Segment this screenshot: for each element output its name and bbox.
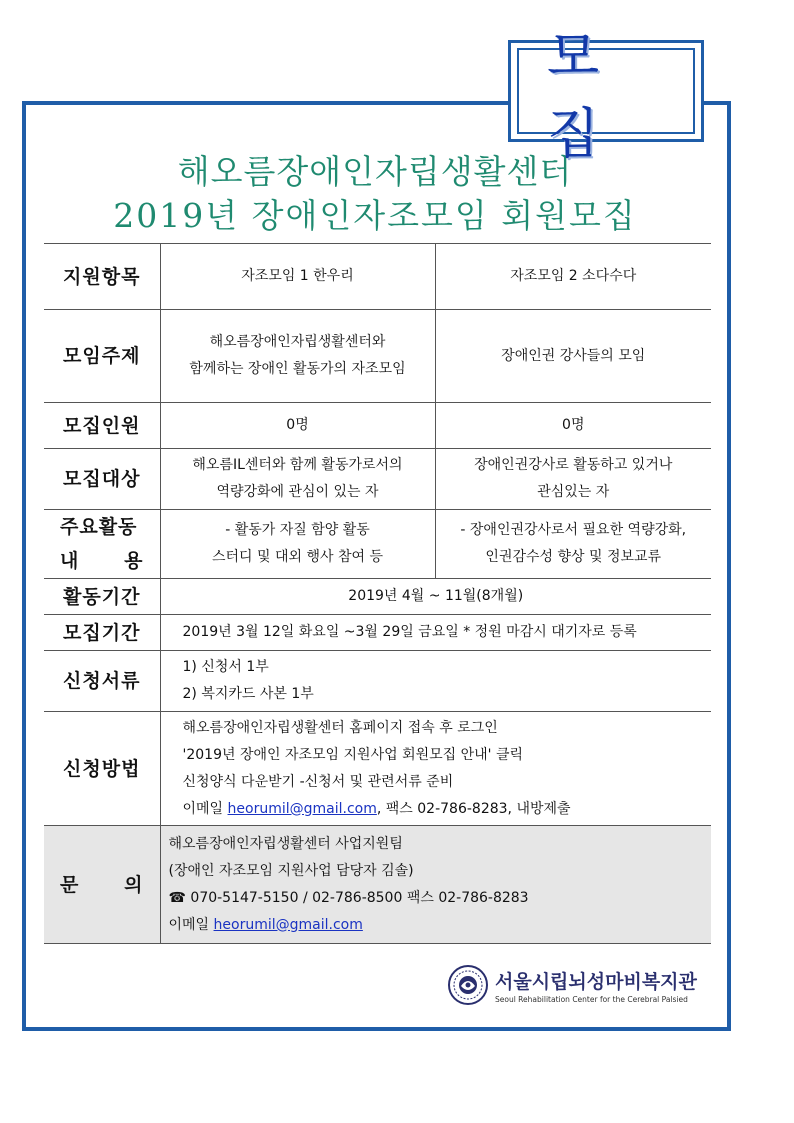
row-period bbox=[44, 579, 711, 615]
activity-group-2-line2: 인권감수성 향상 및 정보교류 bbox=[485, 549, 662, 565]
method-line-2: '2019년 장애인 자조모임 지원사업 회원모집 안내' 클릭 bbox=[182, 746, 524, 763]
phone-icon: ☎ bbox=[168, 889, 186, 906]
label-period: 활동기간 bbox=[44, 579, 160, 615]
contact-line-2: (장애인 자조모임 지원사업 담당자 김솔) bbox=[168, 862, 414, 879]
theme-group-1 bbox=[160, 310, 435, 403]
method-line-1: 해오름장애인자립생활센터 홈페이지 접속 후 로그인 bbox=[182, 719, 498, 736]
label-contact bbox=[44, 826, 160, 944]
label-activity bbox=[44, 510, 160, 579]
support-group-1: 자조모임 1 한우리 bbox=[160, 244, 435, 310]
document-item: 2) 복지카드 사본 1부 bbox=[182, 686, 314, 702]
label-recruit-period: 모집기간 bbox=[44, 615, 160, 651]
count-group-1: 0명 bbox=[160, 403, 435, 449]
contact-line-4 bbox=[169, 912, 712, 939]
target-group-1-line1: 해오름IL센터와 함께 활동가로서의 bbox=[192, 457, 403, 473]
row-recruit-period bbox=[44, 615, 711, 651]
target-group-2 bbox=[435, 449, 711, 510]
method-details bbox=[160, 712, 711, 826]
method-email-link[interactable]: heorumil@gmail.com bbox=[227, 800, 377, 817]
contact-phone: 070-5147-5150 / 02-786-8500 팩스 02-786-8283 bbox=[190, 889, 529, 906]
theme-group-1-line2: 함께하는 장애인 활동가의 자조모임 bbox=[189, 361, 406, 377]
activity-group-1-line2: 스터디 및 대외 행사 참여 등 bbox=[211, 549, 383, 565]
method-email-prefix: 이메일 bbox=[182, 800, 224, 817]
title-organization: 해오름장애인자립생활센터 bbox=[177, 152, 573, 191]
count-group-2: 0명 bbox=[435, 403, 711, 449]
row-target bbox=[44, 449, 711, 510]
contact-details bbox=[160, 826, 711, 944]
activity-group-2-line1: - 장애인권강사로서 필요한 역량강화, bbox=[460, 522, 687, 538]
row-activity bbox=[44, 510, 711, 579]
recruit-period-value: 2019년 3월 12일 화요일 ~3월 29일 금요일 * 정원 마감시 대기자로 등록 bbox=[160, 615, 711, 651]
theme-group-1-line1: 해오름장애인자립생활센터와 bbox=[209, 334, 386, 350]
period-value: 2019년 4월 ~ 11월(8개월) bbox=[160, 579, 711, 615]
document-item: 1) 신청서 1부 bbox=[182, 659, 269, 675]
label-method: 신청방법 bbox=[44, 712, 160, 826]
label-activity-line2: 내 용 bbox=[60, 550, 144, 572]
label-theme: 모임주제 bbox=[44, 310, 160, 403]
row-theme bbox=[44, 310, 711, 403]
row-support bbox=[44, 244, 711, 310]
label-count: 모집인원 bbox=[44, 403, 160, 449]
label-activity-line1: 주요활동 bbox=[60, 516, 138, 538]
title-event: 2019년 장애인자조모임 회원모집 bbox=[113, 196, 637, 235]
organization-logo bbox=[447, 962, 697, 1008]
seal-icon bbox=[447, 964, 489, 1006]
method-line-4 bbox=[183, 796, 712, 823]
recruit-badge bbox=[508, 25, 704, 165]
logo-name-english: Seoul Rehabilitation Center for the Cerebral Palsied bbox=[495, 994, 688, 1004]
method-email-suffix: , 팩스 02-786-8283, 내방제출 bbox=[376, 800, 571, 817]
row-contact bbox=[44, 826, 711, 944]
contact-email-prefix: 이메일 bbox=[168, 916, 210, 933]
target-group-2-line2: 관심있는 자 bbox=[537, 484, 610, 500]
row-documents bbox=[44, 651, 711, 712]
label-contact-text: 문 의 bbox=[60, 873, 144, 896]
contact-email-link[interactable]: heorumil@gmail.com bbox=[213, 916, 363, 933]
logo-name-korean: 서울시립뇌성마비복지관 bbox=[495, 970, 697, 993]
method-line-3: 신청양식 다운받기 -신청서 및 관련서류 준비 bbox=[182, 773, 454, 790]
row-method bbox=[44, 712, 711, 826]
activity-group-1-line1: - 활동가 자질 함양 활동 bbox=[225, 522, 370, 538]
label-target: 모집대상 bbox=[44, 449, 160, 510]
badge-text: 모 집 bbox=[547, 25, 628, 165]
documents-list bbox=[160, 651, 711, 712]
target-group-1-line2: 역량강화에 관심이 있는 자 bbox=[216, 484, 379, 500]
target-group-1 bbox=[160, 449, 435, 510]
label-support: 지원항목 bbox=[44, 244, 160, 310]
row-count bbox=[44, 403, 711, 449]
activity-group-2 bbox=[435, 510, 711, 579]
contact-line-1: 해오름장애인자립생활센터 사업지원팀 bbox=[168, 835, 403, 852]
label-documents: 신청서류 bbox=[44, 651, 160, 712]
recruitment-table bbox=[44, 243, 711, 944]
theme-group-2: 장애인권 강사들의 모임 bbox=[435, 310, 711, 403]
activity-group-1 bbox=[160, 510, 435, 579]
target-group-2-line1: 장애인권강사로 활동하고 있거나 bbox=[474, 457, 673, 473]
contact-line-3 bbox=[169, 885, 712, 912]
support-group-2: 자조모임 2 소다수다 bbox=[435, 244, 711, 310]
